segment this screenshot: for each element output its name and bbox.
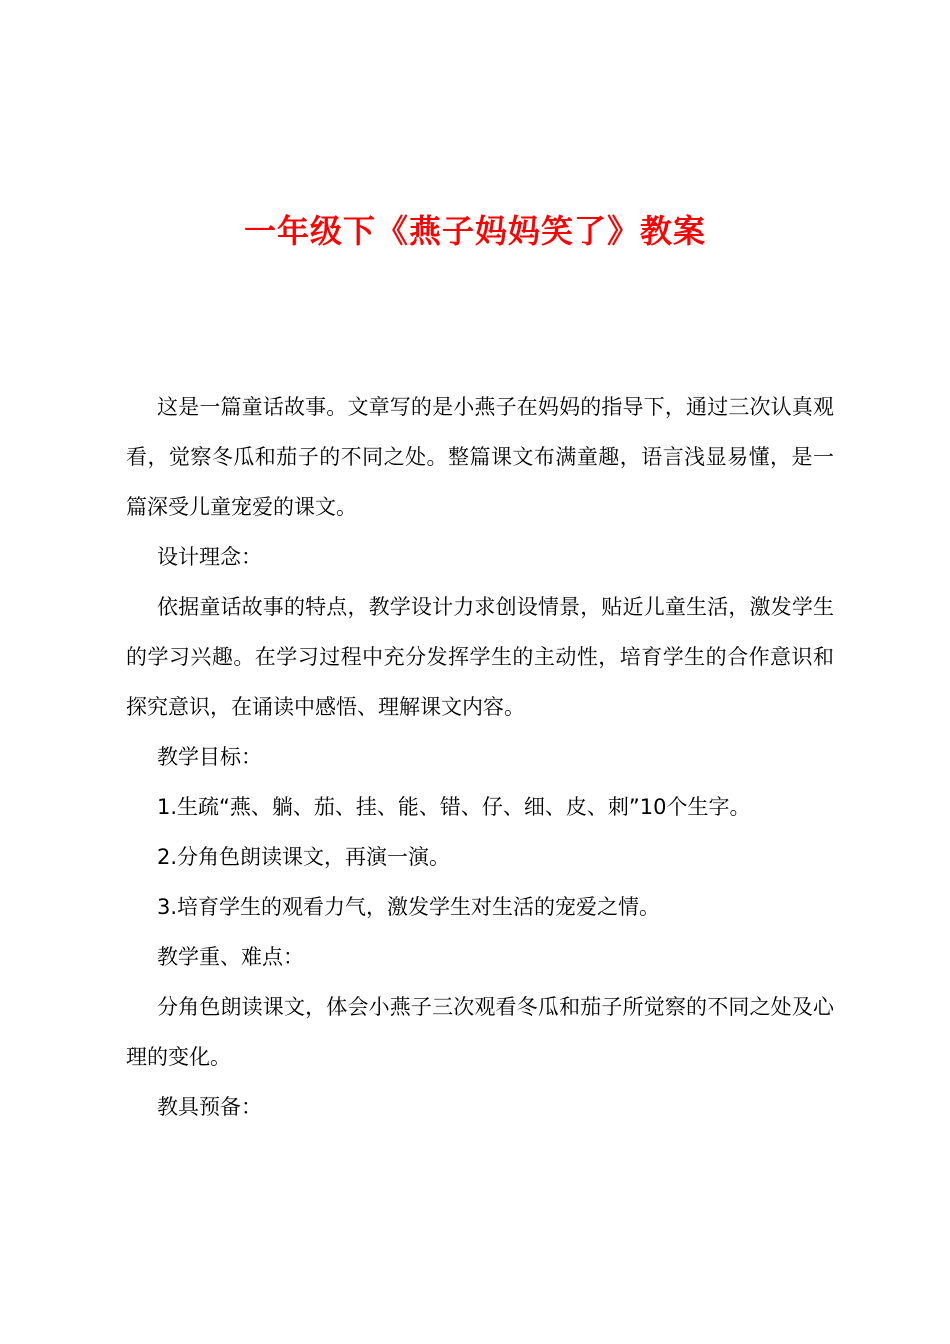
goal-item-3: 3.培育学生的观看力气，激发学生对生活的宠爱之情。 [157,895,661,919]
document-body [126,382,834,1132]
goal-item-1: 1.生疏“燕、躺、茄、挂、能、错、仔、细、皮、刺”10个生字。 [157,795,751,819]
heading-key-points: 教学重、难点： [157,945,304,969]
heading-teaching-goals: 教学目标： [157,745,262,769]
heading-teaching-aids: 教具预备： [157,1095,262,1119]
paragraph-key-points: 分角色朗读课文，体会小燕子三次观看冬瓜和茄子所觉察的不同之处及心理的变化。 [126,995,834,1069]
paragraph-intro: 这是一篇童话故事。文章写的是小燕子在妈妈的指导下，通过三次认真观看，觉察冬瓜和茄子的不同之处。整篇课文布满童趣，语言浅显易懂，是一篇深受儿童宠爱的课文。 [126,395,834,519]
paragraph-design-concept: 依据童话故事的特点，教学设计力求创设情景，贴近儿童生活，激发学生的学习兴趣。在学习过程中充分发挥学生的主动性，培育学生的合作意识和探究意识，在诵读中感悟、理解课文内容。 [126,595,834,719]
document-title: 一年级下《燕子妈妈笑了》教案 [243,212,706,250]
heading-design-concept: 设计理念： [157,545,262,569]
goal-item-2: 2.分角色朗读课文，再演一演。 [157,845,451,869]
